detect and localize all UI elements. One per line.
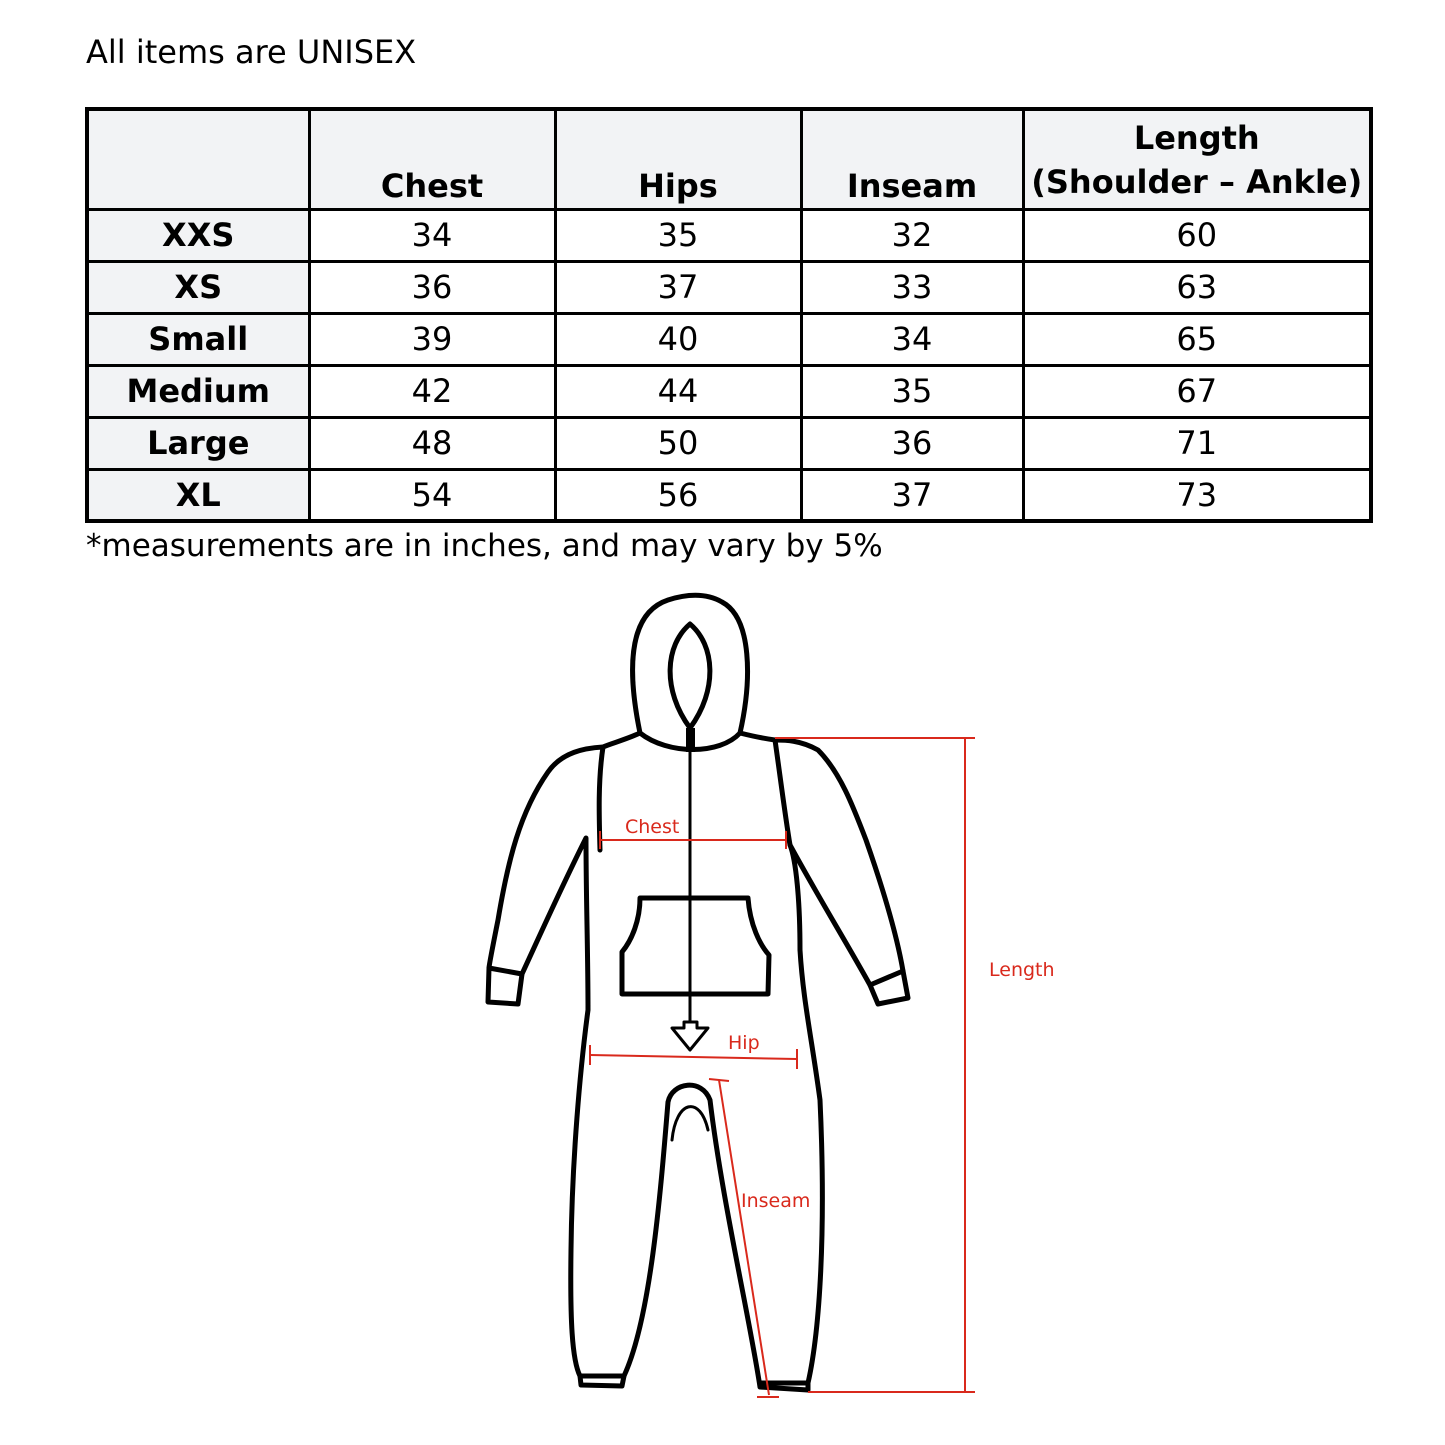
header-chest: Chest: [309, 109, 555, 209]
onesie-outline-icon: [488, 595, 908, 1390]
measurement-footnote: *measurements are in inches, and may vary by 5%: [86, 528, 883, 564]
inseam-value: 33: [801, 261, 1023, 313]
length-value: 60: [1023, 209, 1371, 261]
length-value: 73: [1023, 469, 1371, 521]
inseam-value: 32: [801, 209, 1023, 261]
hips-value: 56: [555, 469, 801, 521]
inner-leg-seam: [672, 1107, 708, 1140]
hips-value: 40: [555, 313, 801, 365]
inseam-label: Inseam: [741, 1190, 811, 1212]
size-label: XXS: [87, 209, 309, 261]
chest-value: 54: [309, 469, 555, 521]
header-length-line2: (Shoulder – Ankle): [1031, 162, 1363, 201]
size-label: Medium: [87, 365, 309, 417]
length-value: 71: [1023, 417, 1371, 469]
header-length-line1: Length: [1133, 118, 1260, 157]
chest-value: 39: [309, 313, 555, 365]
chest-value: 42: [309, 365, 555, 417]
unisex-note: All items are UNISEX: [86, 33, 417, 71]
hip-measure-line: [590, 1055, 797, 1059]
chest-label: Chest: [625, 816, 680, 838]
inseam-tick-top: [709, 1079, 729, 1081]
inseam-value: 36: [801, 417, 1023, 469]
chest-value: 36: [309, 261, 555, 313]
hips-value: 50: [555, 417, 801, 469]
size-label: XS: [87, 261, 309, 313]
left-cuff: [489, 968, 522, 974]
hips-value: 37: [555, 261, 801, 313]
inseam-value: 37: [801, 469, 1023, 521]
length-value: 63: [1023, 261, 1371, 313]
hips-value: 44: [555, 365, 801, 417]
length-value: 67: [1023, 365, 1371, 417]
length-label: Length: [989, 959, 1055, 981]
kangaroo-pocket: [622, 898, 769, 994]
hood-opening: [670, 624, 710, 728]
length-value: 65: [1023, 313, 1371, 365]
header-hips: Hips: [555, 109, 801, 209]
zipper-pull: [686, 728, 695, 752]
hips-value: 35: [555, 209, 801, 261]
header-inseam: Inseam: [801, 109, 1023, 209]
size-label: Large: [87, 417, 309, 469]
right-shoulder-seam: [775, 740, 790, 845]
chest-value: 48: [309, 417, 555, 469]
size-label: XL: [87, 469, 309, 521]
right-cuff: [870, 971, 903, 985]
size-label: Small: [87, 313, 309, 365]
body-outline: [488, 733, 908, 1390]
inseam-measure-line: [719, 1080, 769, 1395]
chest-value: 34: [309, 209, 555, 261]
inseam-value: 34: [801, 313, 1023, 365]
inseam-value: 35: [801, 365, 1023, 417]
hip-label: Hip: [728, 1032, 760, 1054]
zipper-arrow-icon: [672, 1022, 708, 1050]
